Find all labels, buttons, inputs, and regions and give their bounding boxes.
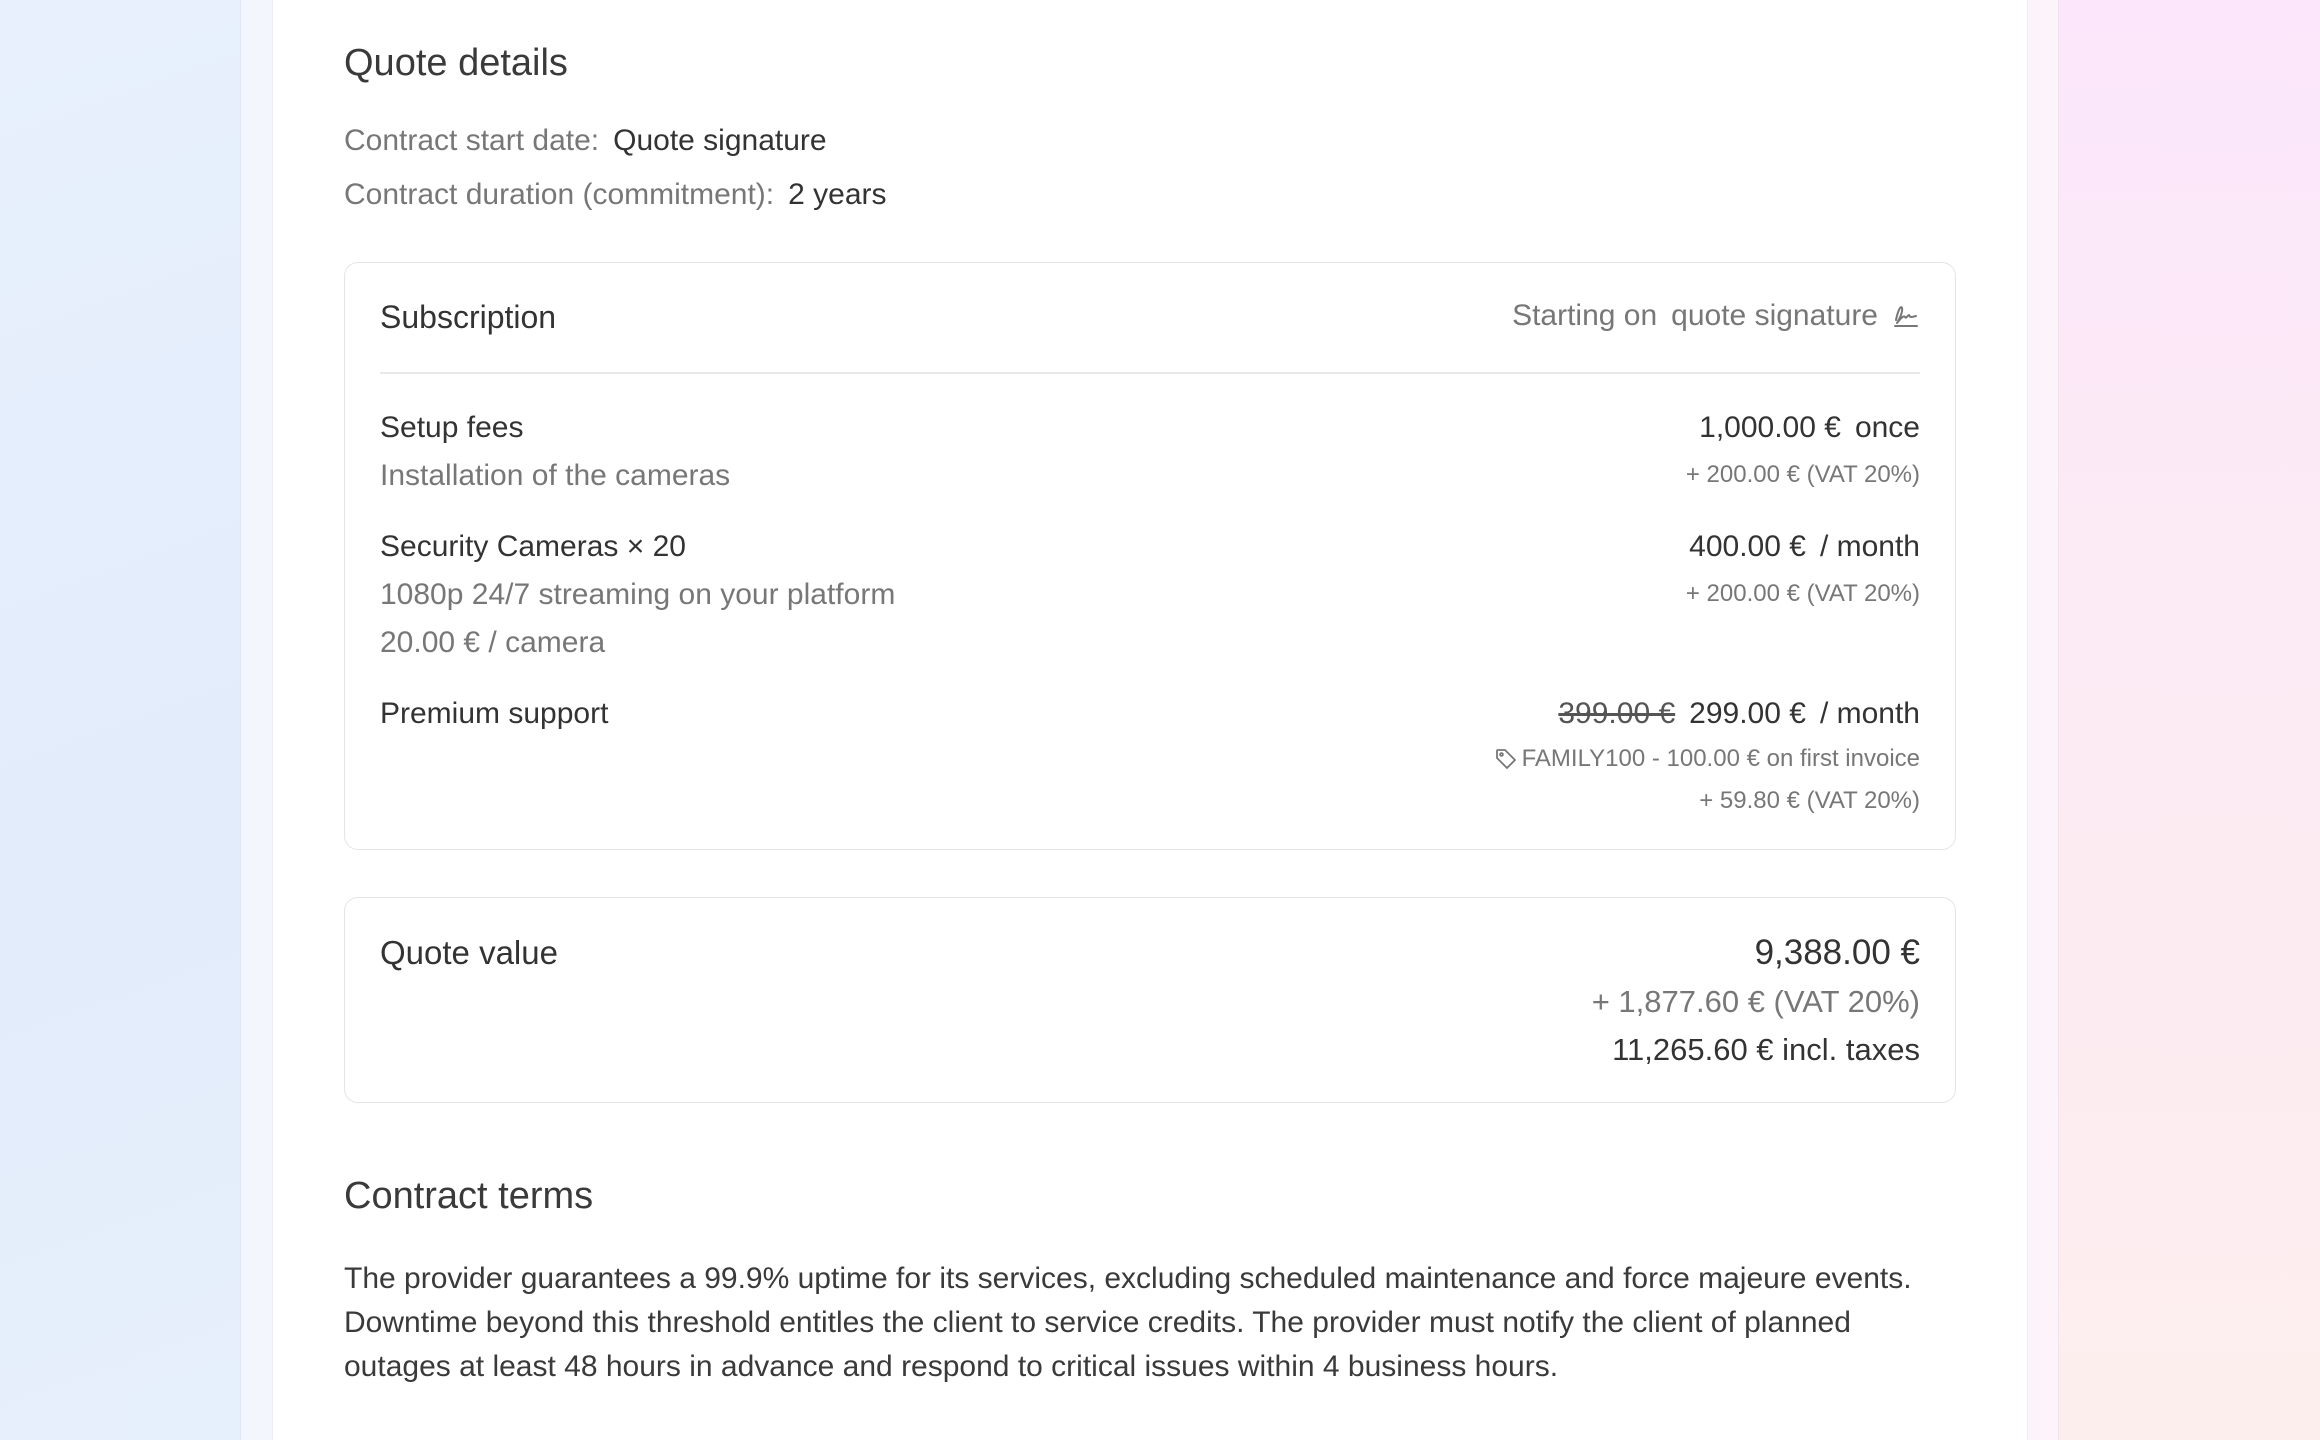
line-item-description: 1080p 24/7 streaming on your platform [380,578,896,611]
line-item-name: Setup fees [380,411,524,444]
subscription-card-inner [380,263,1920,849]
line-item-tax: + 200.00 € (VAT 20%) [1685,580,1920,607]
starting-on-label: Starting on [1512,299,1658,332]
line-item-description: Installation of the cameras [380,459,731,492]
line-item-price [1558,697,1920,731]
contract-start-row [344,124,827,158]
price-period: / month [1819,530,1920,563]
line-item-tax: + 59.80 € (VAT 20%) [1699,787,1920,814]
line-item-name: Premium support [380,697,609,730]
quote-value-total: 9,388.00 € [1754,933,1920,972]
quote-value-incl-taxes: 11,265.60 € incl. taxes [1612,1032,1920,1067]
tag-icon [1494,747,1518,771]
quote-document [272,0,2028,1440]
subscription-start [1512,299,1920,333]
contract-terms-title: Contract terms [344,1175,594,1217]
price-period: once [1854,411,1920,444]
line-item-price [1699,411,1920,445]
quote-value-card [344,897,1956,1103]
contract-start-value: Quote signature [613,124,827,157]
original-price: 399.00 € [1558,697,1676,730]
contract-duration-row [344,178,887,212]
price-amount: 1,000.00 € [1699,411,1841,444]
quote-value-title: Quote value [380,934,558,971]
line-item-price [1689,530,1920,564]
page-margin-right [2026,0,2059,1440]
contract-start-label: Contract start date: [344,124,600,157]
line-item-tax: + 200.00 € (VAT 20%) [1685,461,1920,488]
starting-on-value: quote signature [1671,299,1878,332]
subscription-title: Subscription [380,299,557,335]
price-period: / month [1819,697,1920,730]
coupon-text: FAMILY100 - 100.00 € on first invoice [1521,745,1920,772]
contract-duration-value: 2 years [788,178,887,211]
quote-details-title: Quote details [344,42,568,84]
line-item-coupon [1494,745,1920,773]
contract-terms-text: The provider guarantees a 99.9% uptime for its services, excluding scheduled maintenance and force majeure events. Downtime beyond this threshold entitles the client to service credits. The provider must notify the client of planned outages at least 48 hours in advance and respond to critical issues within 4 business hours. [344,1262,1912,1383]
subscription-divider [380,372,1920,374]
quote-value-inner [380,898,1920,1102]
background-right-gradient [2050,0,2320,1440]
page-margin-left [240,0,273,1440]
quote-value-vat: + 1,877.60 € (VAT 20%) [1591,984,1920,1019]
subscription-card [344,262,1956,850]
line-item-unit-price: 20.00 € / camera [380,626,606,659]
price-amount: 400.00 € [1689,530,1806,563]
price-amount: 299.00 € [1689,697,1806,730]
signature-icon [1892,302,1920,330]
contract-duration-label: Contract duration (commitment): [344,178,775,211]
line-item-name: Security Cameras × 20 [380,530,686,563]
